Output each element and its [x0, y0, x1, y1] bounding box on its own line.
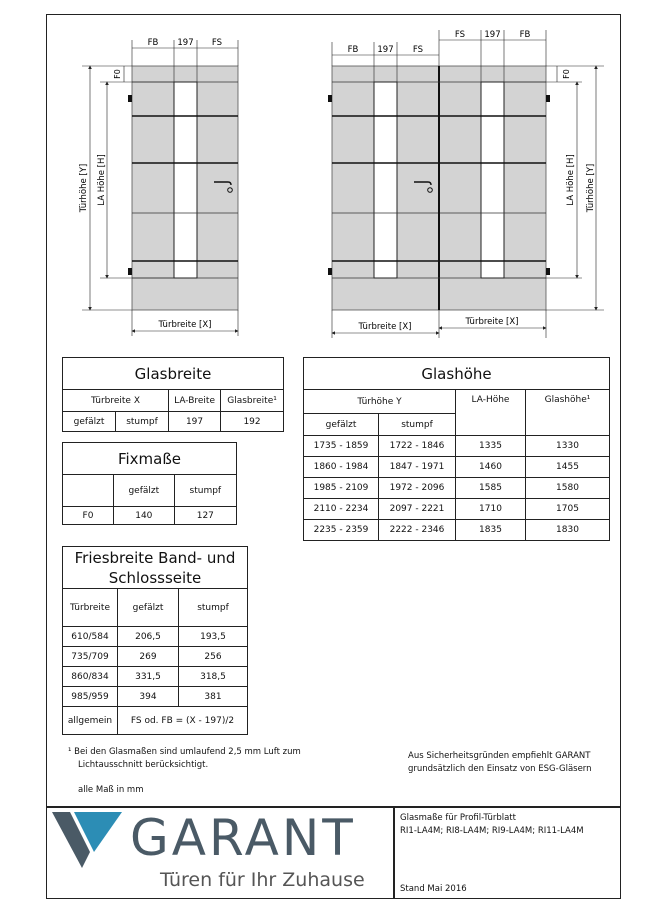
cell-gefaelzt: 2110 - 2234: [304, 499, 379, 520]
table-row: [63, 667, 248, 687]
brand-name: GARANT: [130, 809, 356, 867]
safety-note: [408, 750, 592, 776]
cell-glashoehe: 1455: [525, 457, 609, 478]
cell-stumpf: 127: [174, 507, 236, 525]
col-stumpf: stumpf: [174, 475, 236, 507]
tuerhoehe-label: Türhöhe [Y]: [79, 163, 89, 213]
glashoehe-title: Glashöhe: [304, 358, 610, 390]
cell-gefaelzt: 206,5: [118, 627, 179, 647]
dim-fb-label: FB: [519, 30, 531, 40]
cell-stumpf: 2097 - 2221: [379, 499, 456, 520]
col-glasbreite: Glasbreite¹: [221, 390, 284, 412]
hinge-icon: [546, 268, 550, 275]
dim-fb-label: FB: [147, 38, 159, 48]
dim-197-label: 197: [377, 45, 394, 55]
cell-gefaelzt: 331,5: [118, 667, 179, 687]
allgemein-label: allgemein: [63, 707, 118, 735]
table-row: [63, 627, 248, 647]
cell-glashoehe: 1580: [525, 478, 609, 499]
friesbreite-table: [62, 546, 248, 735]
cell-stumpf: 1972 - 2096: [379, 478, 456, 499]
cell-la-hoehe: 1835: [456, 520, 526, 541]
hinge-icon: [546, 95, 550, 102]
col-stumpf: stumpf: [379, 414, 456, 436]
units-note: alle Maß in mm: [78, 785, 144, 795]
dim-fb-label: FB: [347, 45, 359, 55]
col-gefaelzt: gefälzt: [114, 475, 175, 507]
doc-models: RI1-LA4M; RI8-LA4M; RI9-LA4M; RI11-LA4M: [400, 826, 584, 836]
cell-gefaelzt: 1860 - 1984: [304, 457, 379, 478]
tuerhoehe-label: Türhöhe [Y]: [586, 163, 596, 213]
cell-tuerbreite: 735/709: [63, 647, 118, 667]
cell-glashoehe: 1705: [525, 499, 609, 520]
doc-title: Glasmaße für Profil-Türblatt: [400, 813, 516, 823]
table-row: [304, 499, 610, 520]
col-la-hoehe: LA-Höhe: [456, 390, 526, 436]
row-fo: F0: [63, 507, 114, 525]
hinge-icon: [328, 95, 332, 102]
footnote: [68, 746, 301, 772]
safety-line-1: Aus Sicherheitsgründen empfiehlt GARANT: [408, 751, 591, 761]
cell-gefaelzt: 1735 - 1859: [304, 436, 379, 457]
cell-gefaelzt: 2235 - 2359: [304, 520, 379, 541]
dim-197-label: 197: [484, 30, 501, 40]
cell-gefaelzt: gefälzt: [63, 412, 116, 432]
la-hoehe-label: LA Höhe [H]: [566, 154, 576, 206]
cell-tuerbreite: 610/584: [63, 627, 118, 647]
cell-tuerbreite: 860/834: [63, 667, 118, 687]
tuerbreite-label: Türbreite [X]: [158, 320, 212, 330]
cell-la-hoehe: 1585: [456, 478, 526, 499]
col-tuerbreite: Türbreite X: [63, 390, 169, 412]
cell-stumpf: 256: [179, 647, 248, 667]
doc-date: Stand Mai 2016: [400, 884, 467, 894]
cell-glashoehe: 1330: [525, 436, 609, 457]
cell-stumpf: 2222 - 2346: [379, 520, 456, 541]
single-door: [79, 38, 238, 336]
hinge-icon: [128, 95, 132, 102]
dim-fo-label: F0: [113, 69, 122, 79]
footnote-line-2: Lichtausschnitt berücksichtigt.: [78, 760, 209, 770]
table-row: [304, 457, 610, 478]
cell-stumpf: stumpf: [116, 412, 169, 432]
table-row: [304, 478, 610, 499]
col-gefaelzt: gefälzt: [118, 589, 179, 627]
brand-tagline: Türen für Ihr Zuhause: [160, 869, 365, 891]
glashoehe-table: [303, 357, 610, 541]
la-hoehe-label: LA Höhe [H]: [97, 154, 107, 206]
fixmasse-table: [62, 442, 237, 525]
friesbreite-title-1: Friesbreite Band- und: [74, 548, 236, 567]
col-glashoehe: Glashöhe¹: [525, 390, 609, 436]
cell-gefaelzt: 269: [118, 647, 179, 667]
table-row: [304, 436, 610, 457]
allgemein-formula: FS od. FB = (X - 197)/2: [118, 707, 248, 735]
cell-glashoehe: 1830: [525, 520, 609, 541]
dim-fs-label: FS: [412, 45, 424, 55]
footnote-line-1: ¹ Bei den Glasmaßen sind umlaufend 2,5 mm Luft zum: [68, 747, 301, 757]
double-door: [328, 30, 604, 338]
cell-stumpf: 318,5: [179, 667, 248, 687]
cell-stumpf: 1847 - 1971: [379, 457, 456, 478]
table-row: [304, 520, 610, 541]
cell-gefaelzt: 140: [114, 507, 175, 525]
dim-fo-label: F0: [562, 69, 571, 79]
tuerbreite-label: Türbreite [X]: [465, 317, 519, 327]
table-row: [63, 687, 248, 707]
cell-gefaelzt: 394: [118, 687, 179, 707]
hinge-icon: [328, 268, 332, 275]
cell-stumpf: 193,5: [179, 627, 248, 647]
dim-fs-label: FS: [211, 38, 223, 48]
friesbreite-title-2: Schlossseite: [108, 568, 202, 587]
glasbreite-title: Glasbreite: [63, 358, 284, 390]
table-row: [63, 647, 248, 667]
dim-197-label: 197: [177, 38, 194, 48]
glasbreite-table: [62, 357, 284, 432]
fixmasse-title: Fixmaße: [63, 443, 237, 475]
dim-fs-label: FS: [454, 30, 466, 40]
cell-la-breite: 197: [169, 412, 221, 432]
garant-logo-icon: [52, 812, 128, 868]
hinge-icon: [128, 268, 132, 275]
cell-la-hoehe: 1460: [456, 457, 526, 478]
cell-la-hoehe: 1710: [456, 499, 526, 520]
cell-gefaelzt: 1985 - 2109: [304, 478, 379, 499]
tuerbreite-label: Türbreite [X]: [358, 322, 412, 332]
col-stumpf: stumpf: [179, 589, 248, 627]
col-la-breite: LA-Breite: [169, 390, 221, 412]
cell-stumpf: 1722 - 1846: [379, 436, 456, 457]
col-tuerbreite: Türbreite: [63, 589, 118, 627]
cell-tuerbreite: 985/959: [63, 687, 118, 707]
col-tuerhoehe: Türhöhe Y: [304, 390, 456, 414]
col-gefaelzt: gefälzt: [304, 414, 379, 436]
cell-la-hoehe: 1335: [456, 436, 526, 457]
cell-glasbreite: 192: [221, 412, 284, 432]
safety-line-2: grundsätzlich den Einsatz von ESG-Gläsern: [408, 764, 592, 774]
door-drawing: [0, 0, 669, 345]
footer-vertical-divider: [393, 806, 395, 899]
cell-stumpf: 381: [179, 687, 248, 707]
doc-title-block: [400, 812, 584, 838]
